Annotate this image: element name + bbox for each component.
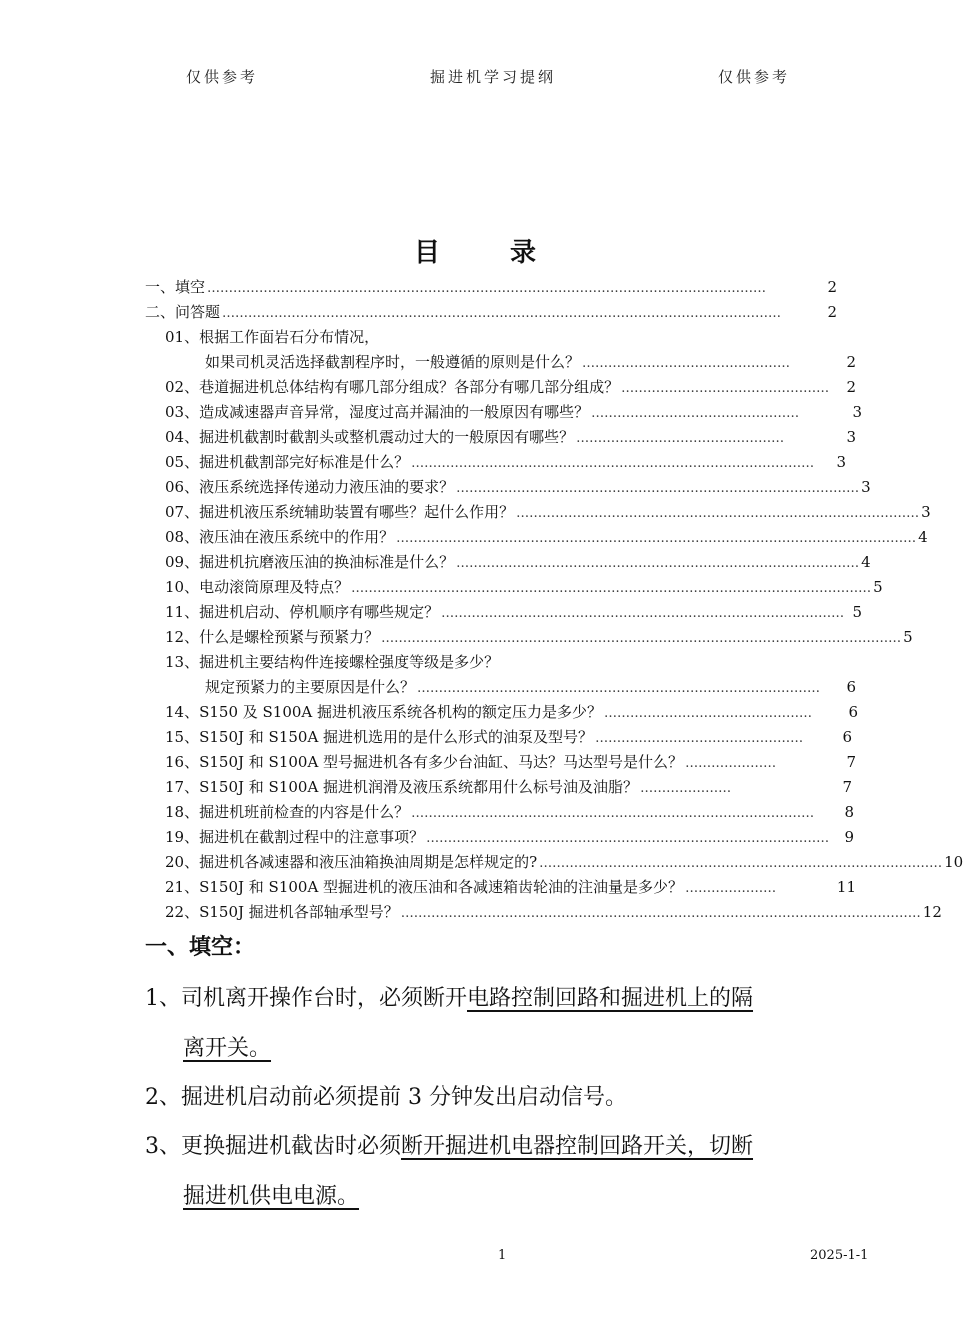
fill-item-3-answer: 断开掘进机电器控制回路开关，切断 <box>401 1134 754 1159</box>
toc-entry[interactable]: 08、液压油在液压系统中的作用？ ………………………………………………………………………………………………………… 4 <box>165 528 928 546</box>
fill-item-1-answer-cont: 离开关。 <box>183 1036 272 1061</box>
toc-entry[interactable]: 22、S150J 掘进机各部轴承型号？ ………………………………………………………………………………………………………… 12 <box>165 903 942 921</box>
footer-date: 2025-1-1 <box>810 1248 869 1263</box>
toc-entry[interactable]: 一、填空 ………………………………………………………………………………………………………………… 2 <box>145 278 837 296</box>
toc-entry[interactable]: 07、掘进机液压系统辅助装置有哪些？起什么作用？ ………………………………………………………………………………… 3 <box>165 503 931 521</box>
fill-item-2 <box>145 1085 627 1111</box>
toc-entry[interactable]: 03、造成减速器声音异常，湿度过高并漏油的一般原因有哪些？ ………………………………………… 3 <box>165 403 862 421</box>
header-title: 掘进机学习提纲 <box>430 68 557 86</box>
toc-entry[interactable]: 02、巷道掘进机总体结构有哪几部分组成？各部分有哪几部分组成？ ………………………………………… 2 <box>165 378 856 396</box>
toc-entry[interactable]: 15、S150J 和 S150A 掘进机选用的是什么形式的油泵及型号？ ………………………………………… 6 <box>165 728 852 746</box>
fill-item-1-continued <box>183 1036 271 1062</box>
toc-entry[interactable]: 16、S150J 和 S100A 型号掘进机各有多少台油缸、马达？马达型号是什么？ ………………… 7 <box>165 753 856 771</box>
fill-item-1-lead: 1、司机离开操作台时，必须断开 <box>145 986 467 1011</box>
fill-item-3-answer-cont: 掘进机供电电源。 <box>183 1184 360 1209</box>
toc-title <box>0 232 950 269</box>
fill-item-1 <box>145 986 753 1012</box>
toc-entry[interactable]: 13、掘进机主要结构件连接螺栓强度等级是多少？ <box>165 653 500 671</box>
page-number: 1 <box>498 1248 507 1263</box>
toc-entry[interactable]: 规定预紧力的主要原因是什么？ ………………………………………………………………………………… 6 <box>205 678 856 696</box>
fill-item-3 <box>145 1134 753 1160</box>
section-title: 一、填空： <box>145 934 256 960</box>
toc-title-char-1: 目 <box>413 238 440 268</box>
header-right: 仅供参考 <box>718 68 791 86</box>
toc-entry[interactable]: 04、掘进机截割时截割头或整机震动过大的一般原因有哪些？ ………………………………………… 3 <box>165 428 856 446</box>
toc-entry[interactable]: 如果司机灵活选择截割程序时，一般遵循的原则是什么？ ………………………………………… 2 <box>205 353 856 371</box>
toc-entry[interactable]: 11、掘进机启动、停机顺序有哪些规定？ ………………………………………………………………………………… 5 <box>165 603 862 621</box>
toc-entry[interactable]: 06、液压系统选择传递动力液压油的要求？ ………………………………………………………………………………… 3 <box>165 478 871 496</box>
toc-entry[interactable]: 20、掘进机各减速器和液压油箱换油周期是怎样规定的? ………………………………………………………………………………… 10 <box>165 853 963 871</box>
toc-entry[interactable]: 19、掘进机在截割过程中的注意事项？ ………………………………………………………………………………… 9 <box>165 828 854 846</box>
header-left: 仅供参考 <box>186 68 259 86</box>
toc-entry[interactable]: 05、掘进机截割部完好标准是什么？ ………………………………………………………………………………… 3 <box>165 453 846 471</box>
fill-item-3-lead: 3、更换掘进机截齿时必须 <box>145 1134 401 1159</box>
toc-entry[interactable]: 14、S150 及 S100A 掘进机液压系统各机构的额定压力是多少？ ………………………………………… 6 <box>165 703 858 721</box>
fill-item-2-text: 2、掘进机启动前必须提前 3 分钟发出启动信号。 <box>145 1085 627 1110</box>
toc-entry[interactable]: 21、S150J 和 S100A 型掘进机的液压油和各减速箱齿轮油的注油量是多少？ ………………… 11 <box>165 878 856 896</box>
toc-entry[interactable]: 10、电动滚筒原理及特点？ ………………………………………………………………………………………………………… 5 <box>165 578 883 596</box>
toc-entry[interactable]: 09、掘进机抗磨液压油的换油标准是什么？ ………………………………………………………………………………… 4 <box>165 553 871 571</box>
toc-entry[interactable]: 18、掘进机班前检查的内容是什么？ ………………………………………………………………………………… 8 <box>165 803 854 821</box>
toc-title-char-2: 录 <box>510 238 537 268</box>
toc-entry[interactable]: 17、S150J 和 S100A 掘进机润滑及液压系统都用什么标号油及油脂？ ………………… 7 <box>165 778 852 796</box>
toc-entry[interactable]: 01、根据工作面岩石分布情况， <box>165 328 380 346</box>
toc-entry[interactable]: 12、什么是螺栓预紧与预紧力？ ………………………………………………………………………………………………………… 5 <box>165 628 913 646</box>
fill-item-3-continued <box>183 1184 359 1210</box>
fill-item-1-answer: 电路控制回路和掘进机上的隔 <box>467 986 754 1011</box>
toc-entry[interactable]: 二、问答题 ………………………………………………………………………………………………………………… 2 <box>145 303 837 321</box>
